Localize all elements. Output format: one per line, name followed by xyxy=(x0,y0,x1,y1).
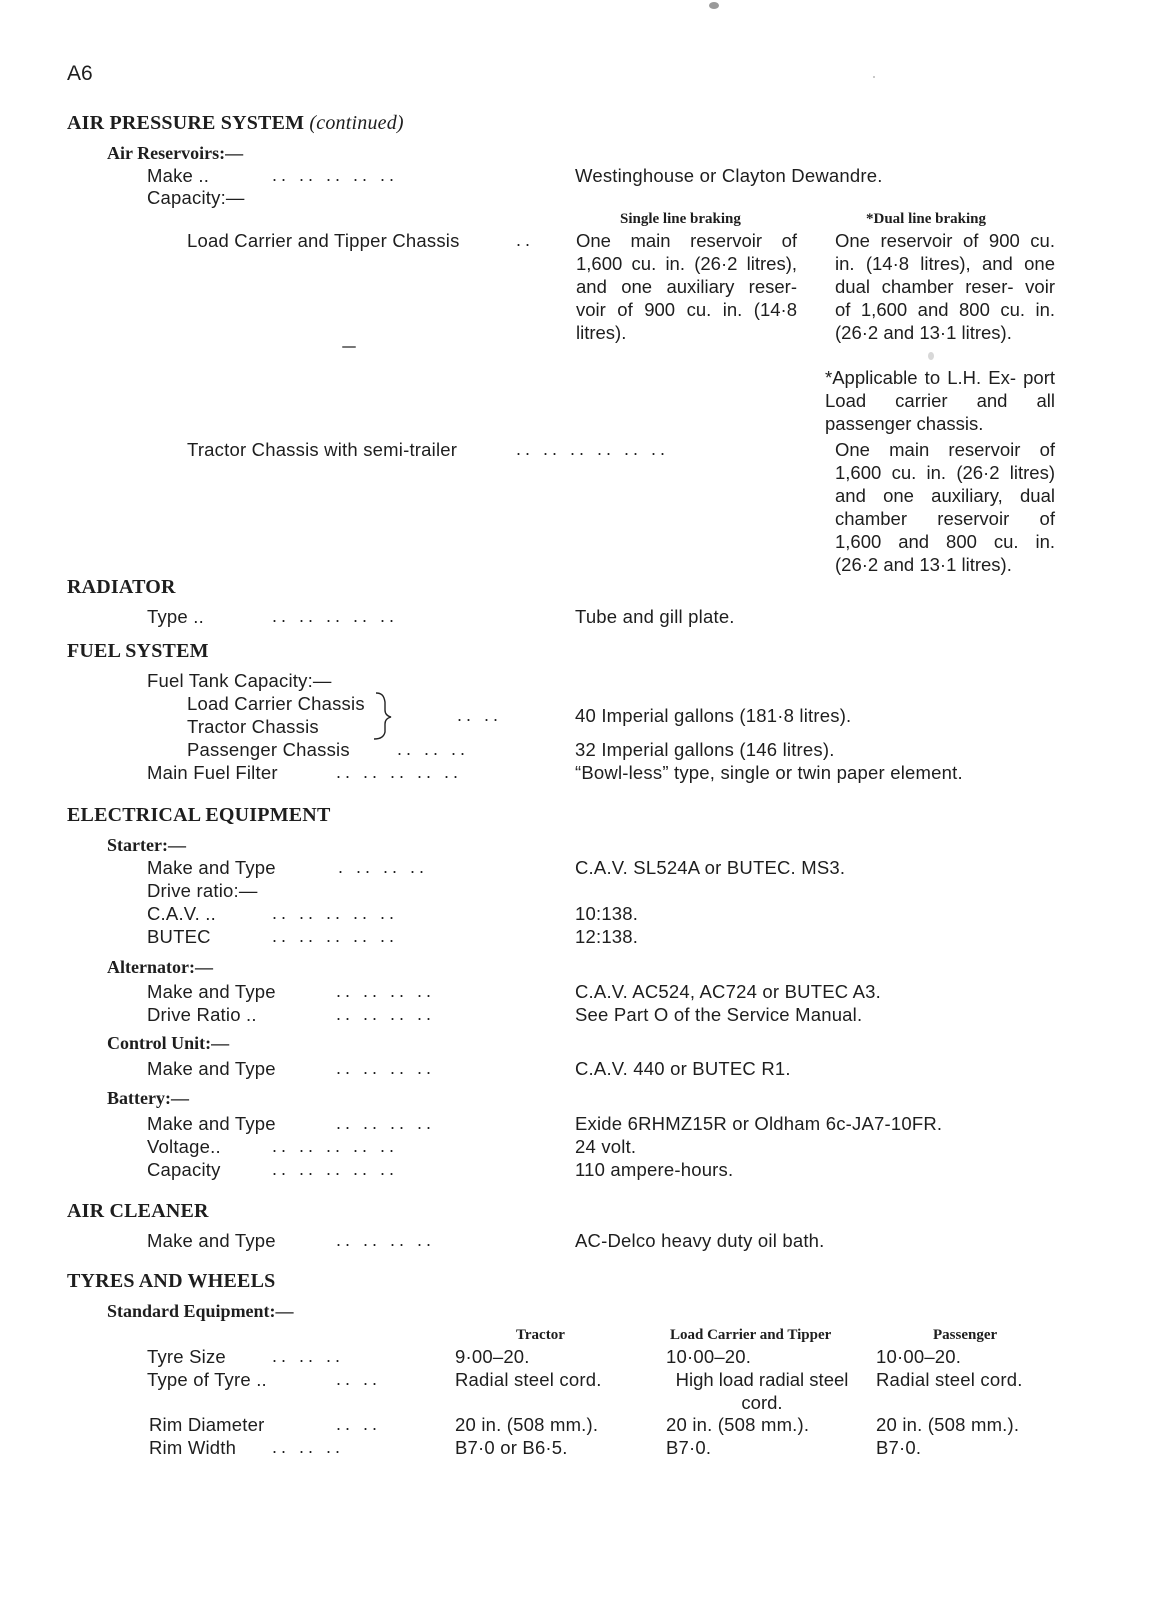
label-passenger-chassis: Passenger Chassis xyxy=(187,739,350,760)
value-alternator-drive-ratio: See Part O of the Service Manual. xyxy=(575,1004,863,1025)
subheading-alternator: Alternator:— xyxy=(107,957,213,977)
subheading-battery: Battery:— xyxy=(107,1088,189,1108)
label-voltage: Voltage.. xyxy=(147,1136,221,1157)
column-header-dual-line: *Dual line braking xyxy=(866,211,987,227)
label-make: Make .. xyxy=(147,165,210,186)
label-load-carrier-chassis: Load Carrier Chassis xyxy=(187,693,365,714)
brace-icon xyxy=(372,692,394,740)
leader-dots: .. .. .. .. .. xyxy=(272,1136,399,1156)
section-heading-fuel: FUEL SYSTEM xyxy=(67,640,209,662)
leader-dots: .. .. xyxy=(336,1414,382,1434)
value-type-of-tyre-load-carrier: High load radial steel cord. xyxy=(675,1369,849,1413)
label-butec: BUTEC xyxy=(147,926,211,947)
column-header-tractor: Tractor xyxy=(516,1327,565,1343)
leader-dots: .. .. .. .. xyxy=(336,981,436,1001)
label-tractor-semi-trailer: Tractor Chassis with semi-trailer xyxy=(187,439,458,460)
value-type-of-tyre-passenger: Radial steel cord. xyxy=(876,1369,1023,1390)
label-tyre-size: Tyre Size xyxy=(147,1346,226,1367)
scan-speck xyxy=(342,346,356,348)
subheading-control-unit: Control Unit:— xyxy=(107,1033,230,1053)
label-radiator-type: Type .. xyxy=(147,606,204,627)
scan-speck xyxy=(928,352,934,360)
leader-dots: .. .. .. .. xyxy=(336,1230,436,1250)
leader-dots: .. .. .. .. xyxy=(336,1113,436,1133)
leader-dots: .. xyxy=(516,230,535,250)
value-load-single: One main reservoir of 1,600 cu. in. (26·2 litres), and one auxiliary reser- voir of 900 cu. in. (14·8 litres). xyxy=(576,230,797,343)
value-cav-ratio: 10:138. xyxy=(575,903,639,924)
value-control-unit-make: C.A.V. 440 or BUTEC R1. xyxy=(575,1058,791,1079)
column-header-load-carrier-tipper: Load Carrier and Tipper xyxy=(670,1327,832,1343)
label-cav: C.A.V. .. xyxy=(147,903,216,924)
scan-speck xyxy=(873,76,875,78)
leader-dots: .. .. xyxy=(336,1369,382,1389)
value-radiator-type: Tube and gill plate. xyxy=(575,606,735,627)
label-load-carrier-tipper: Load Carrier and Tipper Chassis xyxy=(187,230,460,251)
subheading-starter: Starter:— xyxy=(107,835,186,855)
leader-dots: .. .. .. xyxy=(397,739,470,759)
label-air-cleaner-make: Make and Type xyxy=(147,1230,276,1251)
label-battery-make: Make and Type xyxy=(147,1113,276,1134)
label-tractor-chassis: Tractor Chassis xyxy=(187,716,319,737)
leader-dots: .. .. .. .. .. .. xyxy=(516,439,670,459)
leader-dots: .. .. .. .. .. xyxy=(272,903,399,923)
value-voltage: 24 volt. xyxy=(575,1136,637,1157)
page-number: A6 xyxy=(67,62,93,85)
value-tyre-size-load-carrier: 10·00–20. xyxy=(666,1346,752,1367)
value-rim-diameter-load-carrier: 20 in. (508 mm.). xyxy=(666,1414,810,1435)
value-battery-capacity: 110 ampere-hours. xyxy=(575,1159,734,1180)
value-rim-diameter-tractor: 20 in. (508 mm.). xyxy=(455,1414,599,1435)
value-starter-make: C.A.V. SL524A or BUTEC. MS3. xyxy=(575,857,846,878)
section-heading-air-cleaner: AIR CLEANER xyxy=(67,1200,209,1222)
section-heading-tyres-wheels: TYRES AND WHEELS xyxy=(67,1270,276,1292)
subheading-air-reservoirs: Air Reservoirs:— xyxy=(107,143,244,163)
value-butec-ratio: 12:138. xyxy=(575,926,639,947)
leader-dots: . .. .. .. xyxy=(338,857,429,877)
column-header-single-line: Single line braking xyxy=(620,211,741,227)
value-tyre-size-passenger: 10·00–20. xyxy=(876,1346,962,1367)
column-header-passenger: Passenger xyxy=(933,1327,998,1343)
leader-dots: .. .. .. .. xyxy=(336,1058,436,1078)
heading-text: AIR PRESSURE SYSTEM xyxy=(67,112,305,134)
label-fuel-tank: Fuel Tank Capacity:— xyxy=(147,670,332,691)
leader-dots: .. .. .. .. .. xyxy=(272,1159,399,1179)
label-battery-capacity: Capacity xyxy=(147,1159,221,1180)
leader-dots: .. .. .. .. .. xyxy=(272,165,399,185)
subheading-standard-equipment: Standard Equipment:— xyxy=(107,1301,294,1321)
scan-speck xyxy=(709,2,719,9)
value-rim-width-tractor: B7·0 or B6·5. xyxy=(455,1437,568,1458)
label-rim-width: Rim Width xyxy=(149,1437,237,1458)
value-tyre-size-tractor: 9·00–20. xyxy=(455,1346,530,1367)
heading-suffix: (continued) xyxy=(309,112,404,134)
section-heading-electrical: ELECTRICAL EQUIPMENT xyxy=(67,804,331,826)
leader-dots: .. .. .. .. .. xyxy=(272,606,399,626)
label-rim-diameter: Rim Diameter xyxy=(149,1414,265,1435)
dual-line-footnote: *Applicable to L.H. Ex- port Load carrier and all passenger chassis. xyxy=(825,367,1055,434)
value-tractor: One main reservoir of 1,600 cu. in. (26·2 litres) and one auxiliary, dual chamber reservoir of 1,600 and 800 cu. in. (26·2 and 13·1 litres). xyxy=(835,439,1055,575)
leader-dots: .. .. .. xyxy=(272,1437,345,1457)
label-drive-ratio: Drive ratio:— xyxy=(147,880,258,901)
label-starter-make: Make and Type xyxy=(147,857,276,878)
label-main-fuel-filter: Main Fuel Filter xyxy=(147,762,278,783)
leader-dots: .. .. .. .. .. xyxy=(272,926,399,946)
value-rim-width-load-carrier: B7·0. xyxy=(666,1437,712,1458)
label-type-of-tyre: Type of Tyre .. xyxy=(147,1369,267,1390)
value-fuel-tank-load-tractor: 40 Imperial gallons (181·8 litres). xyxy=(575,705,852,726)
label-alternator-make: Make and Type xyxy=(147,981,276,1002)
leader-dots: .. .. .. .. xyxy=(336,1004,436,1024)
value-alternator-make: C.A.V. AC524, AC724 or BUTEC A3. xyxy=(575,981,881,1002)
value-make: Westinghouse or Clayton Dewandre. xyxy=(575,165,883,186)
value-fuel-tank-passenger: 32 Imperial gallons (146 litres). xyxy=(575,739,835,760)
section-heading-air-pressure xyxy=(67,112,404,135)
leader-dots: .. .. .. xyxy=(272,1346,345,1366)
value-load-dual: One reservoir of 900 cu. in. (14·8 litres), and one dual chamber reser- voir of 1,600 and 800 cu. in. (26·2 and 13·1 litres). xyxy=(835,230,1055,343)
value-type-of-tyre-tractor: Radial steel cord. xyxy=(455,1369,602,1390)
value-air-cleaner-make: AC-Delco heavy duty oil bath. xyxy=(575,1230,825,1251)
value-main-fuel-filter: “Bowl-less” type, single or twin paper element. xyxy=(575,762,963,783)
label-alternator-drive-ratio: Drive Ratio .. xyxy=(147,1004,257,1025)
leader-dots: .. .. .. .. .. xyxy=(336,762,463,782)
leader-dots: .. .. xyxy=(457,705,503,725)
value-rim-width-passenger: B7·0. xyxy=(876,1437,922,1458)
value-rim-diameter-passenger: 20 in. (508 mm.). xyxy=(876,1414,1020,1435)
value-battery-make: Exide 6RHMZ15R or Oldham 6c-JA7-10FR. xyxy=(575,1113,943,1134)
section-heading-radiator: RADIATOR xyxy=(67,576,176,598)
label-control-unit-make: Make and Type xyxy=(147,1058,276,1079)
label-capacity: Capacity:— xyxy=(147,187,245,208)
